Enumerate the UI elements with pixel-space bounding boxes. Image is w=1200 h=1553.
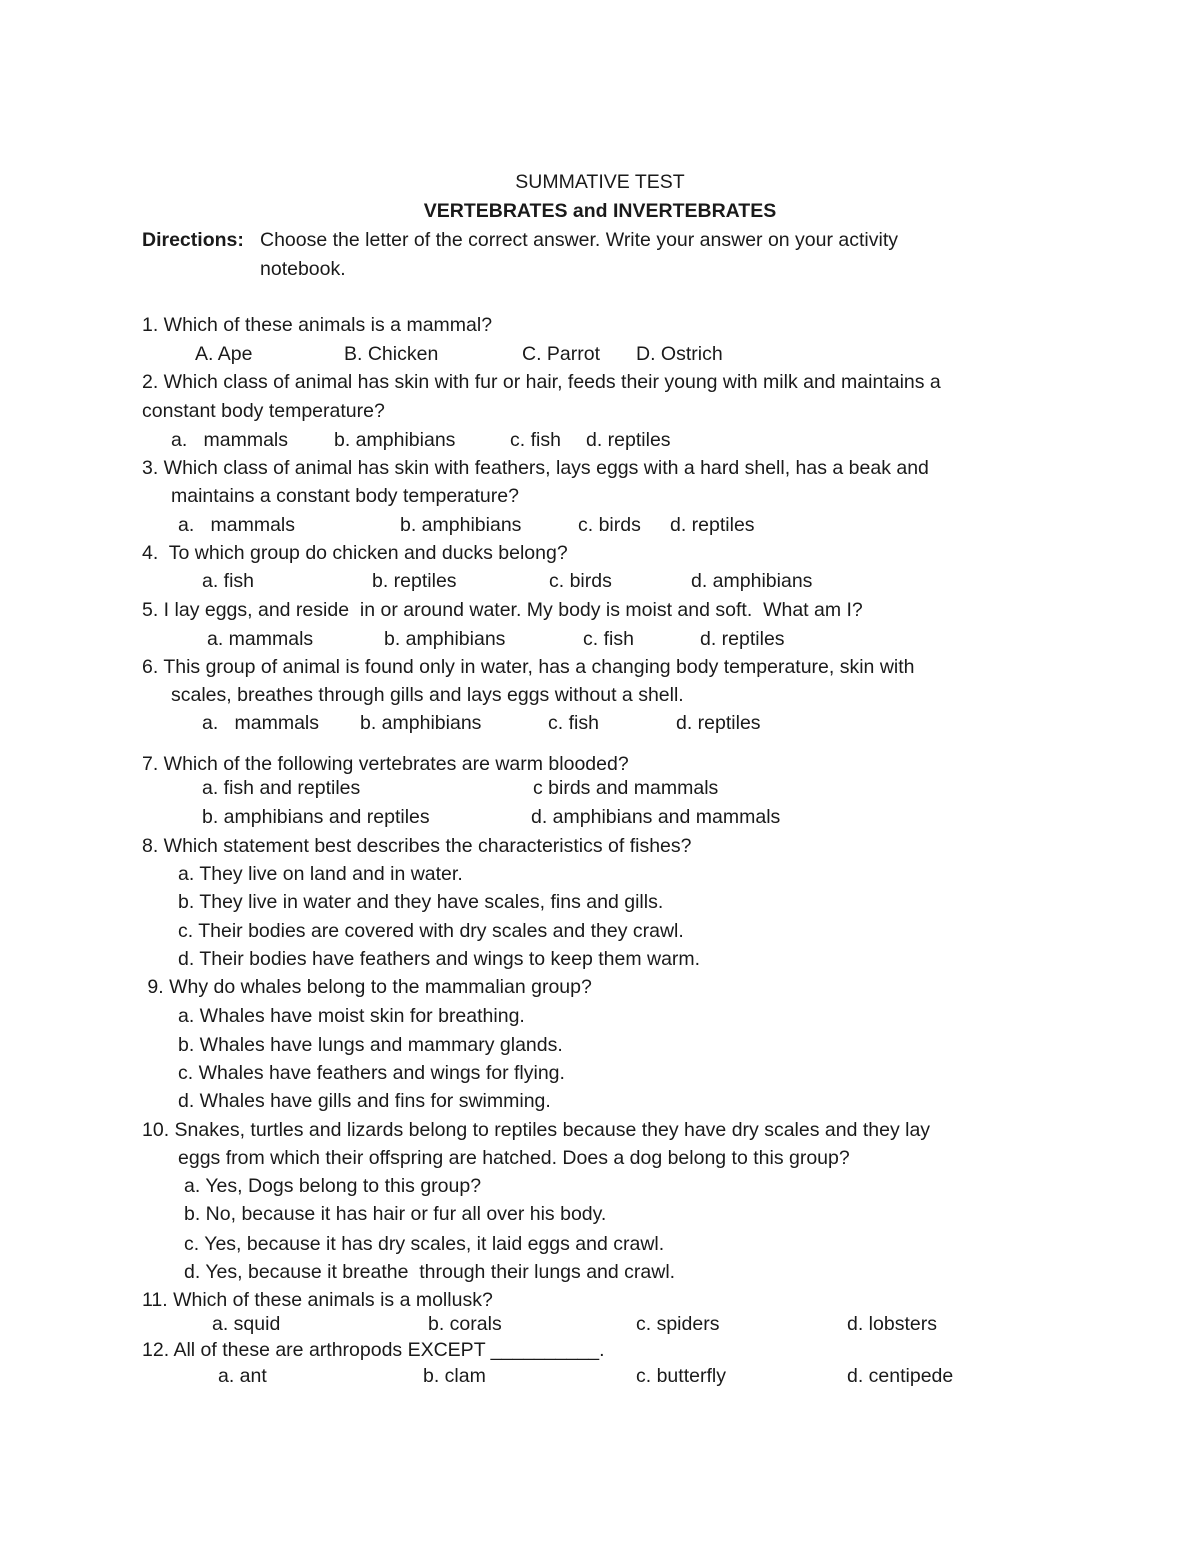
- answer-choice: c. fish: [510, 429, 561, 451]
- answer-choice: a. They live on land and in water.: [178, 863, 463, 885]
- answer-choice: b. amphibians: [400, 514, 522, 536]
- answer-choice: c. birds: [578, 514, 641, 536]
- question-stem: 5. I lay eggs, and reside in or around water. My body is moist and soft. What am I?: [142, 599, 863, 621]
- answer-choice: c. spiders: [636, 1313, 720, 1335]
- directions-label: Directions:: [142, 229, 244, 251]
- answer-choice: b. amphibians: [360, 712, 482, 734]
- answer-choice: d. Whales have gills and fins for swimming.: [178, 1090, 551, 1112]
- answer-choice: a. ant: [218, 1365, 267, 1387]
- question-stem: 2. Which class of animal has skin with fur or hair, feeds their young with milk and maintains a: [142, 371, 941, 393]
- answer-choice: B. Chicken: [344, 343, 439, 365]
- question-stem: 6. This group of animal is found only in water, has a changing body temperature, skin with: [142, 656, 915, 678]
- answer-choice: c birds and mammals: [533, 777, 719, 799]
- answer-choice: b. reptiles: [372, 570, 457, 592]
- question-stem: 4. To which group do chicken and ducks belong?: [142, 542, 568, 564]
- answer-choice: D. Ostrich: [636, 343, 723, 365]
- answer-choice: b. amphibians and reptiles: [202, 806, 430, 828]
- answer-choice: A. Ape: [195, 343, 253, 365]
- answer-choice: a. Yes, Dogs belong to this group?: [184, 1175, 482, 1197]
- answer-choice: d. reptiles: [670, 514, 755, 536]
- question-stem: 11. Which of these animals is a mollusk?: [142, 1289, 493, 1311]
- answer-choice: b. corals: [428, 1313, 502, 1335]
- answer-choice: d. lobsters: [847, 1313, 937, 1335]
- question-stem: 1. Which of these animals is a mammal?: [142, 314, 493, 336]
- answer-choice: d. reptiles: [700, 628, 785, 650]
- answer-choice: b. No, because it has hair or fur all over his body.: [184, 1203, 607, 1225]
- answer-choice: a. Whales have moist skin for breathing.: [178, 1005, 525, 1027]
- directions-text-cont: notebook.: [260, 258, 346, 280]
- question-stem-cont: scales, breathes through gills and lays eggs without a shell.: [171, 684, 684, 706]
- answer-choice: b. amphibians: [334, 429, 456, 451]
- question-stem-cont: constant body temperature?: [142, 400, 385, 422]
- answer-choice: c. fish: [583, 628, 634, 650]
- question-stem-cont: eggs from which their offspring are hatched. Does a dog belong to this group?: [178, 1147, 850, 1169]
- answer-choice: d. Their bodies have feathers and wings to keep them warm.: [178, 948, 701, 970]
- answer-choice: c. Yes, because it has dry scales, it laid eggs and crawl.: [184, 1233, 665, 1255]
- test-title: SUMMATIVE TEST: [515, 171, 685, 193]
- answer-choice: b. amphibians: [384, 628, 506, 650]
- question-stem: 7. Which of the following vertebrates are warm blooded?: [142, 753, 629, 775]
- directions-text: Choose the letter of the correct answer. Write your answer on your activity: [260, 229, 899, 251]
- question-stem: 3. Which class of animal has skin with feathers, lays eggs with a hard shell, has a beak and: [142, 457, 929, 479]
- answer-choice: c. butterfly: [636, 1365, 726, 1387]
- answer-choice: a. mammals: [207, 628, 314, 650]
- answer-choice: c. fish: [548, 712, 599, 734]
- question-stem: 10. Snakes, turtles and lizards belong to reptiles because they have dry scales and they lay: [142, 1119, 931, 1141]
- answer-choice: a. fish: [202, 570, 255, 592]
- answer-choice: b. Whales have lungs and mammary glands.: [178, 1034, 563, 1056]
- answer-choice: a. fish and reptiles: [202, 777, 361, 799]
- answer-choice: c. Whales have feathers and wings for flying.: [178, 1062, 565, 1084]
- answer-choice: d. reptiles: [586, 429, 671, 451]
- answer-choice: a. mammals: [202, 712, 320, 734]
- test-subtitle: VERTEBRATES and INVERTEBRATES: [423, 200, 777, 222]
- question-stem: 8. Which statement best describes the characteristics of fishes?: [142, 835, 692, 857]
- question-stem: 9. Why do whales belong to the mammalian group?: [142, 976, 592, 998]
- answer-choice: c. Their bodies are covered with dry scales and they crawl.: [178, 920, 684, 942]
- answer-choice: C. Parrot: [522, 343, 601, 365]
- answer-choice: d. centipede: [847, 1365, 954, 1387]
- answer-choice: c. birds: [549, 570, 612, 592]
- answer-choice: d. amphibians: [691, 570, 813, 592]
- answer-choice: d. Yes, because it breathe through their lungs and crawl.: [184, 1261, 676, 1283]
- answer-choice: b. clam: [423, 1365, 486, 1387]
- question-stem: 12. All of these are arthropods EXCEPT __________.: [142, 1339, 605, 1361]
- answer-choice: a. mammals: [178, 514, 296, 536]
- question-stem-cont: maintains a constant body temperature?: [171, 485, 519, 507]
- answer-choice: b. They live in water and they have scales, fins and gills.: [178, 891, 664, 913]
- answer-choice: d. amphibians and mammals: [531, 806, 781, 828]
- answer-choice: a. mammals: [171, 429, 289, 451]
- answer-choice: d. reptiles: [676, 712, 761, 734]
- answer-choice: a. squid: [212, 1313, 281, 1335]
